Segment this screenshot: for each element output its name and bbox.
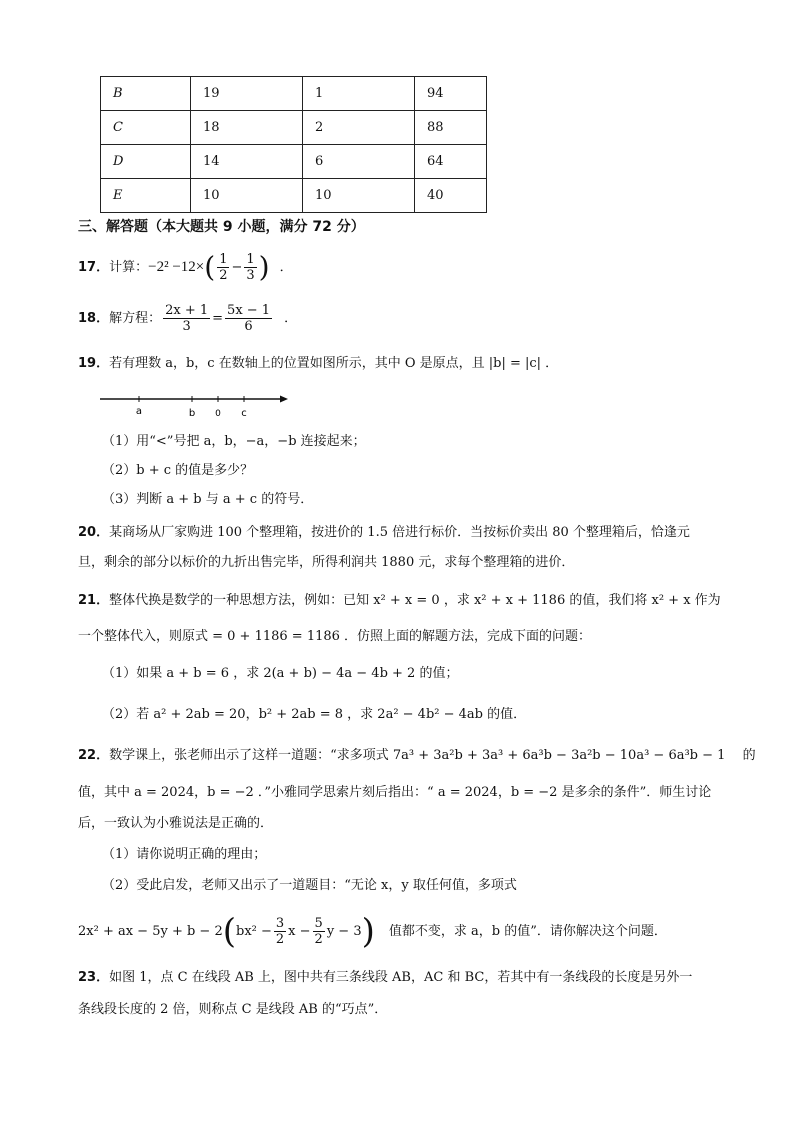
q22-line-1: 数学课上，张老师出示了这样一道题：“求多项式 7a³ + 3a²b + 3a³ + 6a³b − 3a²b − 10a³ − 6a³b − 1 的 — [109, 748, 756, 763]
number-line-arrow — [280, 396, 288, 403]
q22-fraction-1: $\frac{3}{2}$ — [275, 916, 285, 947]
axis-label-c: c — [241, 408, 247, 419]
section-heading: 三、解答题（本大题共 9 小题，满分 72 分） — [78, 219, 365, 235]
q22-expr-part-1: bx² − — [236, 924, 272, 939]
q23-line-1: 如图 1，点 C 在线段 AB 上，图中共有三条线段 AB，AC 和 BC，若其中有一条线段的长度是另外一 — [109, 970, 693, 985]
table-cell: D — [101, 145, 191, 179]
question-18 — [78, 302, 297, 336]
table-row — [101, 179, 487, 213]
table-cell: 2 — [303, 111, 415, 145]
q17-expr: −2² −12× — [148, 259, 205, 275]
number-line-figure — [98, 392, 298, 420]
table-cell: 1 — [303, 77, 415, 111]
q17-number: 17． — [78, 260, 110, 275]
table-cell: 94 — [415, 77, 487, 111]
table-cell: 14 — [191, 145, 303, 179]
q20-number: 20． — [78, 525, 110, 540]
table-row — [101, 77, 487, 111]
table-cell: 10 — [303, 179, 415, 213]
table-cell: 40 — [415, 179, 487, 213]
axis-label-a: a — [135, 406, 143, 417]
q22-expr-part-2: x − — [288, 924, 311, 939]
q22-fraction-2: $\frac{5}{2}$ — [314, 916, 323, 947]
q18-fraction-2: $\frac{5x - 1}{6}$ — [227, 303, 271, 334]
question-21 — [78, 591, 721, 611]
q17-left-paren: ( — [204, 250, 216, 284]
table-cell: 18 — [191, 111, 303, 145]
q18-number: 18． — [78, 311, 110, 326]
table-cell: C — [101, 111, 191, 145]
q22-number: 22． — [78, 748, 110, 763]
axis-label-origin: 0 — [215, 409, 221, 419]
q22-part-1: （1）请你说明正确的理由； — [102, 847, 267, 862]
question-22 — [78, 746, 756, 766]
q21-number: 21． — [78, 593, 110, 608]
table-cell: B — [101, 77, 191, 111]
question-17 — [78, 250, 293, 284]
table-cell: 10 — [191, 179, 303, 213]
question-19 — [78, 354, 558, 374]
q18-equals: = — [212, 311, 224, 326]
q17-fraction-1: $\frac{1}{2}$ — [219, 252, 228, 283]
q21-line-1: 整体代换是数学的一种思想方法，例如：已知 x² + x = 0 ，求 x² + x + 1186 的值，我们将 x² + x 作为 — [109, 593, 721, 608]
table-cell: 6 — [303, 145, 415, 179]
q20-line-1: 某商场从厂家购进 100 个整理箱，按进价的 1.5 倍进行标价．当按标价卖出 80 个整理箱后，恰逢元 — [109, 525, 690, 540]
q23-number: 23． — [78, 970, 110, 985]
table-cell: 88 — [415, 111, 487, 145]
q19-text: 若有理数 a，b，c 在数轴上的位置如图所示，其中 O 是原点，且 |b| = |c| ． — [109, 356, 559, 371]
table-cell: 19 — [191, 77, 303, 111]
q17-text: 计算： — [109, 260, 149, 275]
q21-part-2: （2）若 a² + 2ab = 20，b² + 2ab = 8 ，求 2a² − 4b² − 4ab 的值． — [102, 707, 527, 722]
q22-right-paren: ) — [361, 911, 375, 952]
q17-right-paren: ) — [258, 250, 270, 284]
q22-expression — [78, 911, 667, 952]
q17-fraction-2: $\frac{1}{3}$ — [246, 252, 255, 283]
q19-number: 19． — [78, 356, 110, 371]
q22-line-3: 后，一致认为小雅说法是正确的． — [78, 816, 274, 831]
table-cell: E — [101, 179, 191, 213]
table-row — [101, 145, 487, 179]
q17-minus: − — [231, 260, 243, 275]
q22-part-2: （2）受此启发，老师又出示了一道题目：“无论 x，y 取任何值，多项式 — [102, 878, 517, 893]
score-table — [100, 76, 487, 213]
question-20 — [78, 523, 690, 543]
q20-line-2: 旦，剩余的部分以标价的九折出售完毕，所得利润共 1880 元，求每个整理箱的进价． — [78, 555, 575, 570]
q19-part-3: （3）判断 a + b 与 a + c 的符号． — [102, 492, 314, 507]
q23-line-2: 条线段长度的 2 倍，则称点 C 是线段 AB 的“巧点”． — [78, 1002, 388, 1017]
q21-part-1: （1）如果 a + b = 6 ，求 2(a + b) − 4a − 4b + 2 的值； — [102, 666, 459, 681]
question-23 — [78, 968, 692, 988]
q22-left-paren: ( — [222, 911, 236, 952]
q22-line-2: 值，其中 a = 2024，b = −2 ．”小雅同学思索片刻后指出：“ a = 2024，b = −2 是多余的条件”．师生讨论 — [78, 785, 712, 800]
q21-line-2: 一个整体代入，则原式 = 0 + 1186 = 1186 ．仿照上面的解题方法，完成下面的问题： — [78, 629, 592, 644]
q22-expr-prefix: 2x² + ax − 5y + b − 2 — [78, 924, 223, 939]
table-cell: 64 — [415, 145, 487, 179]
q18-text: 解方程： — [109, 311, 162, 326]
axis-label-b: b — [188, 408, 196, 419]
table-row — [101, 111, 487, 145]
q22-expr-part-3: y − 3 — [326, 924, 362, 939]
q19-part-2: （2）b + c 的值是多少？ — [102, 463, 254, 478]
q18-fraction-1: $\frac{2x + 1}{3}$ — [165, 303, 209, 334]
q22-expr-suffix: 值都不变，求 a，b 的值”．请你解决这个问题． — [388, 924, 667, 939]
q18-end: ． — [284, 311, 298, 326]
q17-end: ． — [279, 260, 293, 275]
q19-part-1: （1）用“<”号把 a，b，−a，−b 连接起来； — [102, 434, 366, 449]
